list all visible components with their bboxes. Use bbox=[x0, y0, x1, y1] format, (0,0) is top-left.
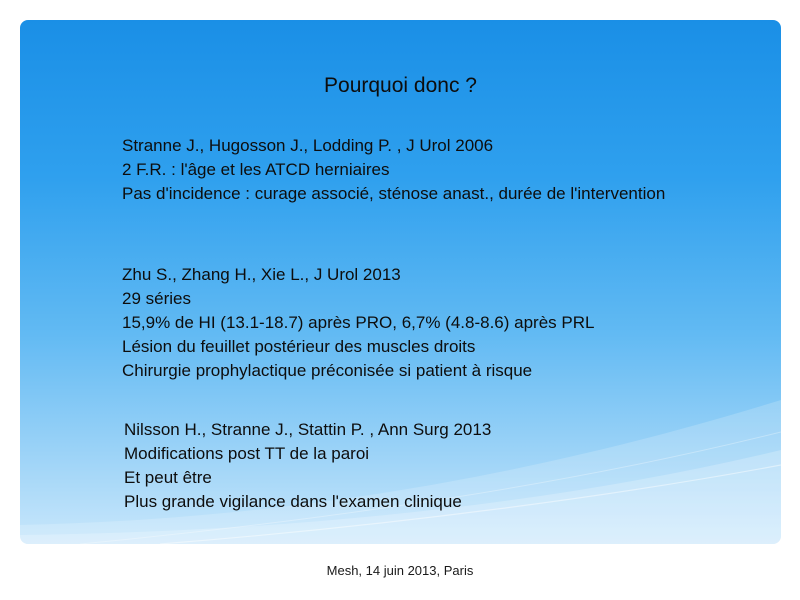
text-line: Pas d'incidence : curage associé, sténose anast., durée de l'intervention bbox=[122, 184, 666, 203]
text-line: Et peut être bbox=[124, 468, 212, 487]
slide-title: Pourquoi donc ? bbox=[324, 74, 477, 97]
text-line: Zhu S., Zhang H., Xie L., J Urol 2013 bbox=[122, 265, 401, 284]
text-line: 29 séries bbox=[122, 289, 191, 308]
text-line: 2 F.R. : l'âge et les ATCD herniaires bbox=[122, 160, 390, 179]
reference-block-zhu bbox=[122, 263, 594, 383]
reference-block-stranne bbox=[122, 134, 665, 206]
text-line: Plus grande vigilance dans l'examen clinique bbox=[124, 492, 462, 511]
slide-footer: Mesh, 14 juin 2013, Paris bbox=[326, 563, 474, 578]
slide-panel bbox=[20, 20, 781, 544]
reference-block-nilsson bbox=[124, 418, 491, 514]
text-line: 15,9% de HI (13.1-18.7) après PRO, 6,7% (4.8-8.6) après PRL bbox=[122, 313, 595, 332]
text-line: Stranne J., Hugosson J., Lodding P. , J Urol 2006 bbox=[122, 136, 494, 155]
text-line: Nilsson H., Stranne J., Stattin P. , Ann Surg 2013 bbox=[124, 420, 492, 439]
text-line: Modifications post TT de la paroi bbox=[124, 444, 370, 463]
text-line: Chirurgie prophylactique préconisée si patient à risque bbox=[122, 361, 533, 380]
text-line: Lésion du feuillet postérieur des muscles droits bbox=[122, 337, 476, 356]
